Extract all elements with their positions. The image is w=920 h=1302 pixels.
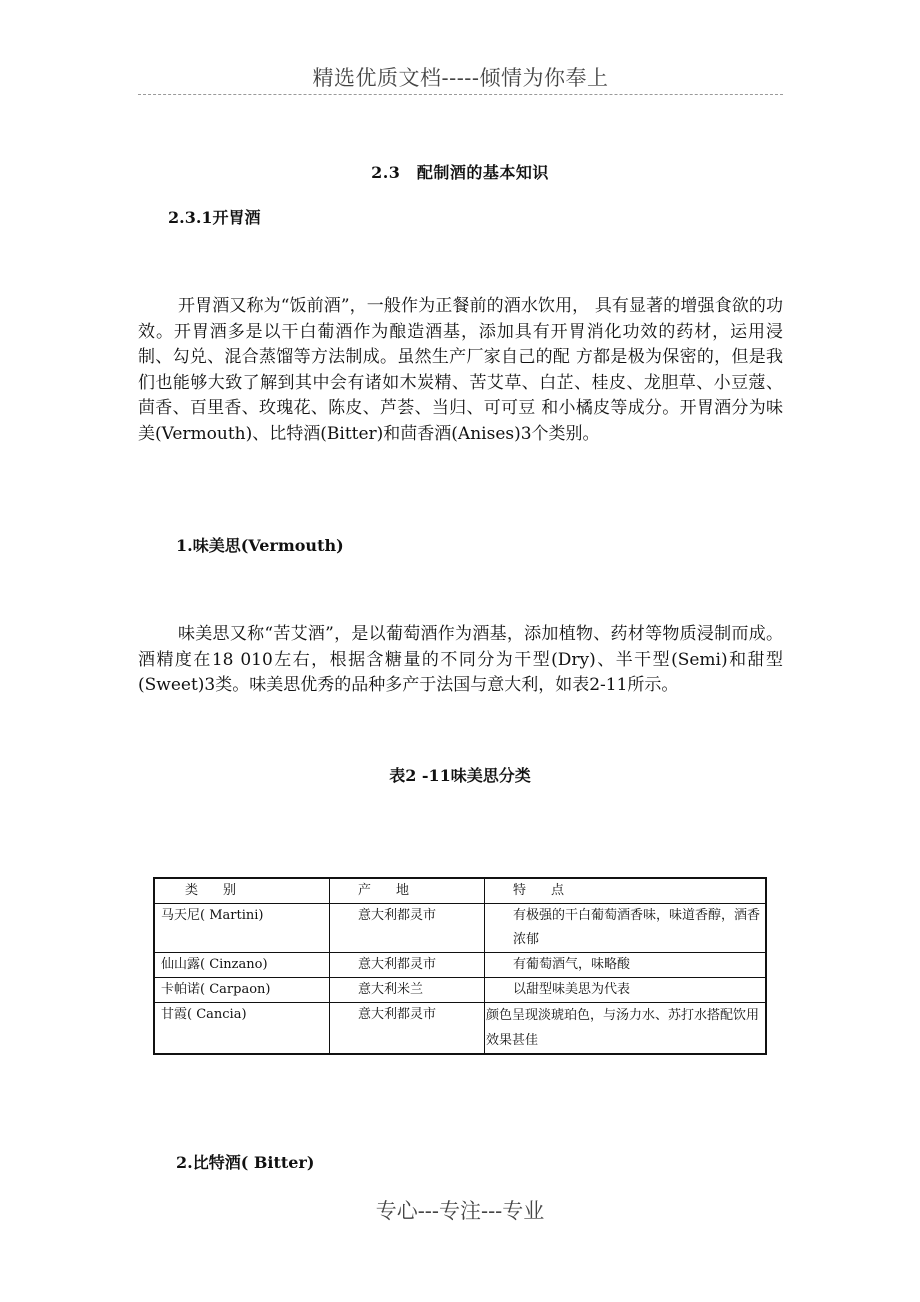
cell-category: 甘霞( Cancia) <box>154 1003 330 1055</box>
header-feature: 特 点 <box>485 878 767 904</box>
table-row <box>154 904 766 953</box>
cell-origin: 意大利都灵市 <box>330 904 485 953</box>
table-row <box>154 953 766 978</box>
subsection-title: 2.3.1开胃酒 <box>168 208 261 227</box>
heading-bitter: 2.比特酒( Bitter) <box>176 1153 315 1172</box>
cell-origin: 意大利都灵市 <box>330 1003 485 1055</box>
paragraph-vermouth: 味美思又称“苦艾酒”，是以葡萄酒作为酒基，添加植物、药材等物质浸制而成。酒精度在18 010左右，根据含糖量的不同分为干型(Dry)、半干型(Semi)和甜型(Sweet)3类。味美思优秀的品种多产于法国与意大利，如表2-11所示。 <box>138 624 783 695</box>
table-caption: 表2 -11味美思分类 <box>389 766 531 785</box>
cell-feature: 有葡萄酒气，味略酸 <box>485 953 767 978</box>
heading-vermouth: 1.味美思(Vermouth) <box>176 536 344 555</box>
table-row <box>154 1003 766 1055</box>
cell-origin: 意大利都灵市 <box>330 953 485 978</box>
table-row <box>154 978 766 1003</box>
cell-feature: 颜色呈现淡琥珀色，与汤力水、苏打水搭配饮用效果甚佳 <box>485 1003 767 1055</box>
cell-feature: 以甜型味美思为代表 <box>485 978 767 1003</box>
page-footer: 专心---专注---专业 <box>375 1199 545 1223</box>
cell-category: 卡帕诺( Carpaon) <box>154 978 330 1003</box>
table-header-row <box>154 878 766 904</box>
section-title: 2.3 配制酒的基本知识 <box>371 163 549 182</box>
paragraph-aperitif-intro: 开胃酒又称为“饭前酒”，一般作为正餐前的酒水饮用， 具有显著的增强食欲的功效。开胃酒多是以干白葡酒作为酿造酒基，添加具有开胃消化功效的药材，运用浸制、勾兑、混合蒸馏等方法制成。虽然生产厂家自己的配 方都是极为保密的，但是我们也能够大致了解到其中会有诸如木炭精、苦艾草、白芷、桂皮、龙胆草、小豆蔻、茴香、百里香、玫瑰花、陈皮、芦荟、当归、可可豆 和小橘皮等成分。开胃酒分为味美(Vermouth)、比特酒(Bitter)和茴香酒(Anises)3个类别。 <box>138 296 783 444</box>
header-divider <box>138 94 783 95</box>
header-category: 类 别 <box>154 878 330 904</box>
vermouth-table <box>153 877 767 1055</box>
page-header: 精选优质文档-----倾情为你奉上 <box>312 66 609 90</box>
cell-feature: 有极强的干白葡萄酒香味，味道香醇，酒香浓郁 <box>485 904 767 953</box>
cell-category: 马天尼( Martini) <box>154 904 330 953</box>
header-origin: 产 地 <box>330 878 485 904</box>
cell-origin: 意大利米兰 <box>330 978 485 1003</box>
cell-category: 仙山露( Cinzano) <box>154 953 330 978</box>
